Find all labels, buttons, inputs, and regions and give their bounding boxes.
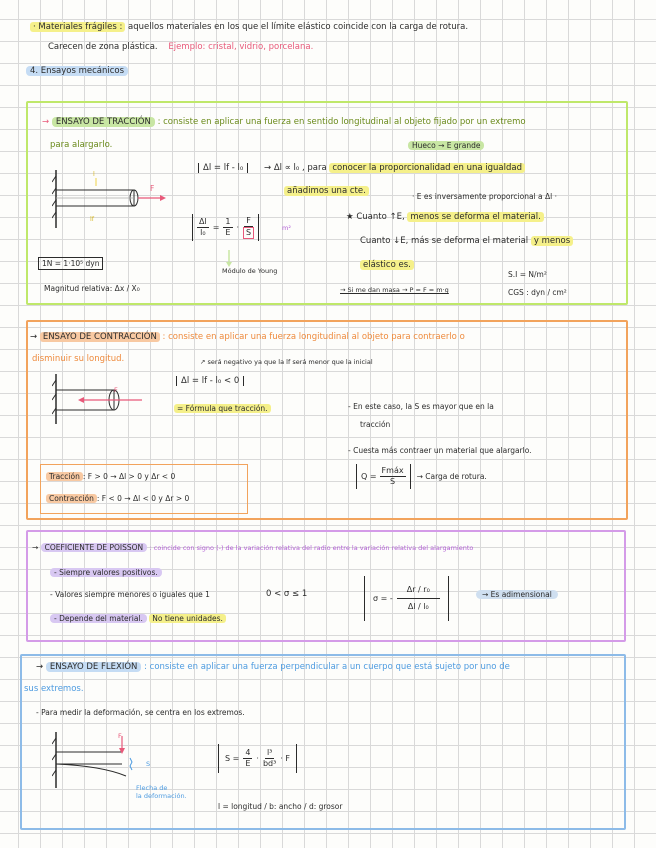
contraccion-formula: Δl = lf - l₀ < 0 (176, 376, 244, 387)
contraccion-figure (52, 372, 162, 428)
magnitud-note: Magnitud relativa: Δx / X₀ (44, 284, 140, 293)
flecha-note2: la deformación. (136, 792, 187, 800)
poisson-item3: - Depende del material. No tiene unidades. (50, 614, 226, 624)
proportional-note: → Δl ∝ l₀ , para conocer la proporcionalidad en una igualdad (264, 163, 525, 174)
case-note2: tracción (360, 420, 391, 429)
cte-note: añadimos una cte. (284, 186, 369, 197)
traccion-title: ENSAYO DE TRACCIÓN (52, 117, 155, 127)
cuanto2: Cuanto ↓E, más se deforma el material y menos (360, 236, 573, 247)
rotura-formula: Q = $\frac{\text{Fmáx}}{S}$ → Carga de rotura. (356, 464, 487, 489)
cuanto1: ★ Cuanto ↑E, menos se deforma el material. (346, 212, 544, 223)
fragiles-desc: aquellos materiales en los que el límite elástico coincide con la carga de rotura. (128, 22, 469, 32)
sign-row-traccion: Tracción : F > 0 → Δl > 0 y Δr < 0 (46, 472, 175, 482)
sign-row-contraccion: Contracción : F < 0 → Δl < 0 y Δr > 0 (46, 494, 189, 504)
fragiles-line2 (48, 42, 313, 53)
flexion-fig-s: S (146, 760, 151, 768)
masa-note: → Si me dan masa → P = F = m·g (340, 286, 449, 294)
young-label: Módulo de Young (222, 267, 278, 275)
cost-note: - Cuesta más contraer un material que alargarlo. (348, 446, 532, 455)
si-units: S.I = N/m² (508, 270, 547, 279)
poisson-heading: → COEFICIENTE DE POISSON : coincide con signo (-) de la variación relativa del radio entre la variación relativa del alargamiento (32, 543, 474, 552)
same-formula: = Fórmula que tracción. (174, 404, 271, 414)
poisson-item1: - Siempre valores positivos. (50, 568, 162, 578)
poisson-formula: σ = - $\frac{\text{Δr / r₀}}{\text{Δl / l₀}}$ (364, 576, 449, 621)
contraccion-fig-F: F (114, 386, 118, 394)
case-note1: - En este caso, la S es mayor que en la (348, 402, 494, 411)
young-arrow (224, 250, 234, 268)
contraccion-desc2: disminuir su longitud. (32, 354, 125, 364)
traccion-desc2: para alargarlo. (50, 140, 113, 150)
inverse-note: · E es inversamente proporcional a Δl · (412, 192, 557, 201)
cuanto2-end: elástico es. (360, 260, 414, 271)
contraccion-heading: → ENSAYO DE CONTRACCIÓN : consiste en aplicar una fuerza longitudinal al objeto para contraerlo o (30, 332, 465, 342)
adimensional-note: → Es adimensional (476, 590, 558, 600)
flexion-medir: - Para medir la deformación, se centra en los extremos. (36, 708, 245, 717)
section-heading: 4. Ensayos mecánicos (26, 66, 128, 77)
flexion-heading: → ENSAYO DE FLEXIÓN : consiste en aplicar una fuerza perpendicular a un cuerpo que está sujeto por uno de (36, 662, 510, 672)
traccion-fig-lf: lf (90, 215, 95, 223)
flexion-formula: S = $\frac{4}{E}$ · $\frac{\text{l³}}{\text{bd³}}$ · F (218, 744, 297, 773)
poisson-range: 0 < σ ≤ 1 (266, 589, 308, 599)
traccion-fig-l: l (93, 170, 95, 178)
fragiles-title: · Materiales frágiles : (30, 22, 125, 32)
traccion-heading: → ENSAYO DE TRACCIÓN : consiste en aplicar una fuerza en sentido longitudinal al objeto fijado por un extremo (42, 117, 526, 127)
flexion-legend: l = longitud / b: ancho / d: grosor (218, 802, 343, 811)
flexion-desc2: sus extremos. (24, 684, 84, 694)
poisson-item2: - Valores siempre menores o iguales que 1 (50, 590, 210, 599)
cgs-units: CGS : dyn / cm² (508, 288, 567, 297)
fragiles-example: Ejemplo: cristal, vidrio, porcelana. (168, 42, 314, 52)
hueco-note: Hueco → E grande (408, 141, 484, 151)
newton-note: 1N = 1·10⁵ dyn (38, 259, 103, 269)
negative-note: ↗ será negativo ya que la lf será menor que la inicial (200, 358, 373, 366)
delta-formula: Δl = lf - l₀ (198, 163, 248, 174)
fragiles-plastic: Carecen de zona plástica. (48, 42, 158, 52)
traccion-fig-F: F (150, 184, 155, 193)
m2-note: m² (282, 224, 291, 232)
young-formula: $\frac{\Delta l}{\text{l₀}}$ = $\frac{1}{E}$ · $\frac{F}{S}$ (192, 214, 259, 241)
fragiles-line (30, 22, 468, 33)
traccion-desc: : consiste en aplicar una fuerza en sentido longitudinal al objeto fijado por un extremo (157, 117, 526, 127)
flexion-fig-F: F (118, 732, 122, 740)
flecha-note: Flecha de (136, 784, 168, 792)
traccion-figure (52, 168, 170, 234)
